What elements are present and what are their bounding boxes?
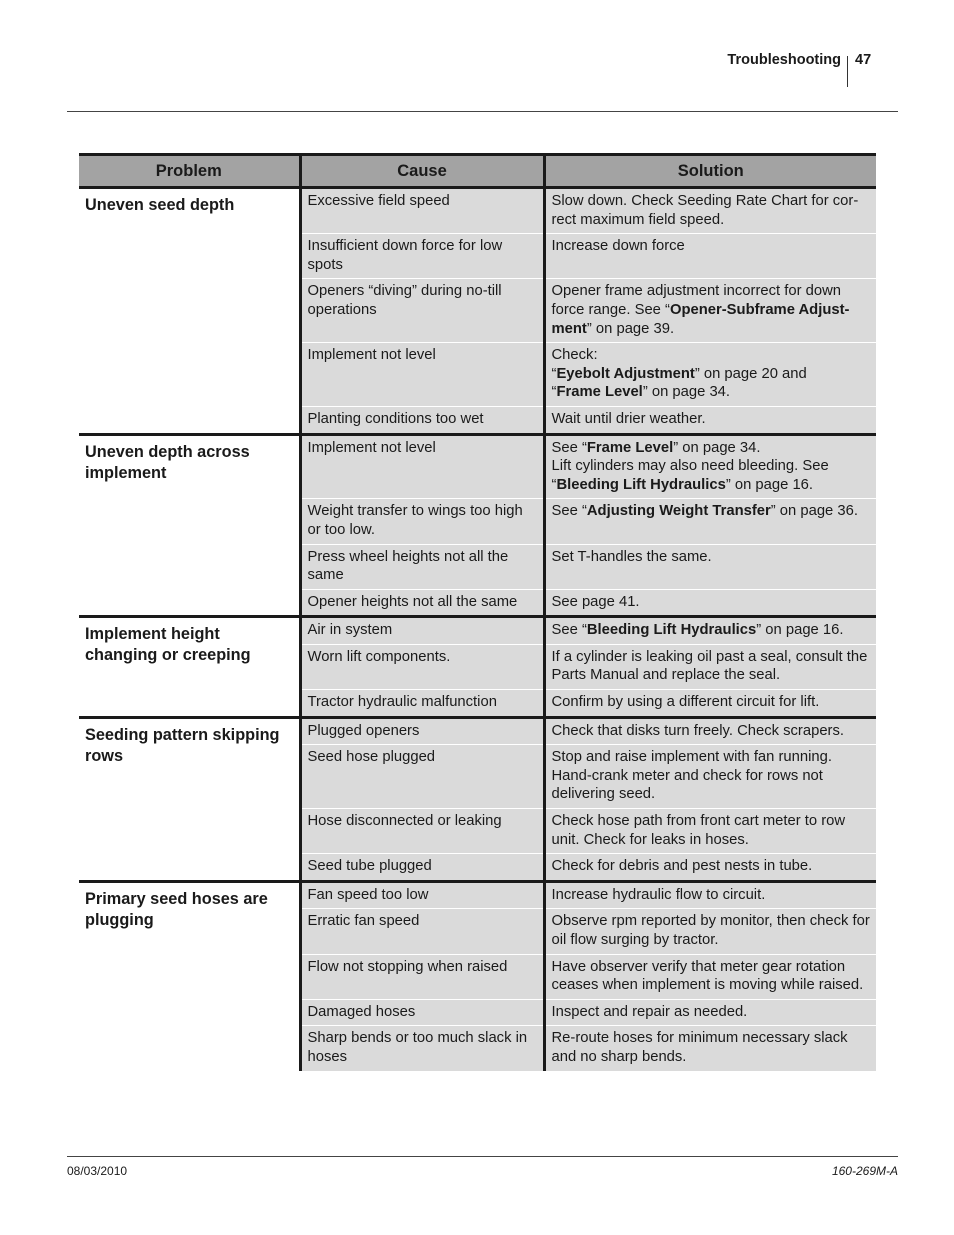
problem-cell: Primary seed hoses are plugging	[79, 881, 300, 1070]
solution-cell: Have observer verify that meter gear rotation ceases when implement is moving while raised.	[544, 954, 876, 999]
solution-cell: Check that disks turn freely. Check scrapers.	[544, 717, 876, 745]
table-row	[79, 617, 876, 645]
solution-cell: See “Bleeding Lift Hydraulics” on page 16.	[544, 617, 876, 645]
column-header-problem: Problem	[79, 155, 300, 188]
solution-cell: Confirm by using a different circuit for lift.	[544, 690, 876, 718]
solution-cell: Stop and raise implement with fan running. Hand-crank meter and check for rows not delivering seed.	[544, 745, 876, 809]
cause-cell: Damaged hoses	[300, 999, 544, 1026]
cause-cell: Worn lift components.	[300, 644, 544, 689]
header-divider	[847, 56, 848, 87]
solution-cell: Increase down force	[544, 234, 876, 279]
solution-cell: Observe rpm reported by monitor, then check for oil flow surging by tractor.	[544, 909, 876, 954]
table-row	[79, 881, 876, 909]
cause-cell: Hose disconnected or leaking	[300, 809, 544, 854]
solution-cell: Inspect and repair as needed.	[544, 999, 876, 1026]
cause-cell: Insufficient down force for low spots	[300, 234, 544, 279]
cause-cell: Tractor hydraulic malfunction	[300, 690, 544, 718]
solution-cell: Increase hydraulic flow to circuit.	[544, 881, 876, 909]
cause-cell: Sharp bends or too much slack in hoses	[300, 1026, 544, 1071]
table-header	[79, 155, 876, 188]
table-row	[79, 434, 876, 499]
column-header-solution: Solution	[544, 155, 876, 188]
problem-cell: Seeding pattern skipping rows	[79, 717, 300, 881]
cause-cell: Implement not level	[300, 434, 544, 499]
solution-cell: See page 41.	[544, 589, 876, 617]
problem-cell: Implement height changing or creeping	[79, 617, 300, 717]
cause-cell: Flow not stopping when raised	[300, 954, 544, 999]
troubleshooting-table	[79, 153, 876, 1071]
cause-cell: Implement not level	[300, 343, 544, 407]
cause-cell: Plugged openers	[300, 717, 544, 745]
cause-cell: Seed hose plugged	[300, 745, 544, 809]
table-row	[79, 717, 876, 745]
solution-cell: Opener frame adjustment incorrect for down force range. See “Opener-Subframe Adjust-ment” on page 39.	[544, 279, 876, 343]
cause-cell: Fan speed too low	[300, 881, 544, 909]
footer-rule	[67, 1156, 898, 1157]
cause-cell: Air in system	[300, 617, 544, 645]
table-body	[79, 188, 876, 1071]
footer-doc-number: 160-269M-A	[831, 1164, 898, 1178]
cause-cell: Seed tube plugged	[300, 854, 544, 882]
solution-cell: See “Adjusting Weight Transfer” on page 36.	[544, 499, 876, 544]
cause-cell: Planting conditions too wet	[300, 406, 544, 434]
solution-cell: Check hose path from front cart meter to row unit. Check for leaks in hoses.	[544, 809, 876, 854]
cause-cell: Opener heights not all the same	[300, 589, 544, 617]
solution-cell: Slow down. Check Seeding Rate Chart for cor-rect maximum field speed.	[544, 188, 876, 234]
solution-cell: Set T-handles the same.	[544, 544, 876, 589]
solution-cell: If a cylinder is leaking oil past a seal, consult the Parts Manual and replace the seal.	[544, 644, 876, 689]
solution-cell: See “Frame Level” on page 34. Lift cylinders may also need bleeding. See “Bleeding Lift Hydraulics” on page 16.	[544, 434, 876, 499]
cause-cell: Excessive field speed	[300, 188, 544, 234]
cause-cell: Press wheel heights not all the same	[300, 544, 544, 589]
solution-cell: Re-route hoses for minimum necessary slack and no sharp bends.	[544, 1026, 876, 1071]
column-header-cause: Cause	[300, 155, 544, 188]
page-number: 47	[855, 52, 872, 68]
problem-cell: Uneven seed depth	[79, 188, 300, 435]
cause-cell: Openers “diving” during no-till operations	[300, 279, 544, 343]
section-title: Troubleshooting	[727, 52, 841, 68]
solution-cell: Wait until drier weather.	[544, 406, 876, 434]
solution-cell: Check for debris and pest nests in tube.	[544, 854, 876, 882]
header-rule	[67, 111, 898, 112]
cause-cell: Erratic fan speed	[300, 909, 544, 954]
footer-date: 08/03/2010	[67, 1164, 128, 1178]
problem-cell: Uneven depth across implement	[79, 434, 300, 617]
cause-cell: Weight transfer to wings too high or too low.	[300, 499, 544, 544]
solution-cell: Check: “Eyebolt Adjustment” on page 20 and “Frame Level” on page 34.	[544, 343, 876, 407]
table-row	[79, 188, 876, 234]
